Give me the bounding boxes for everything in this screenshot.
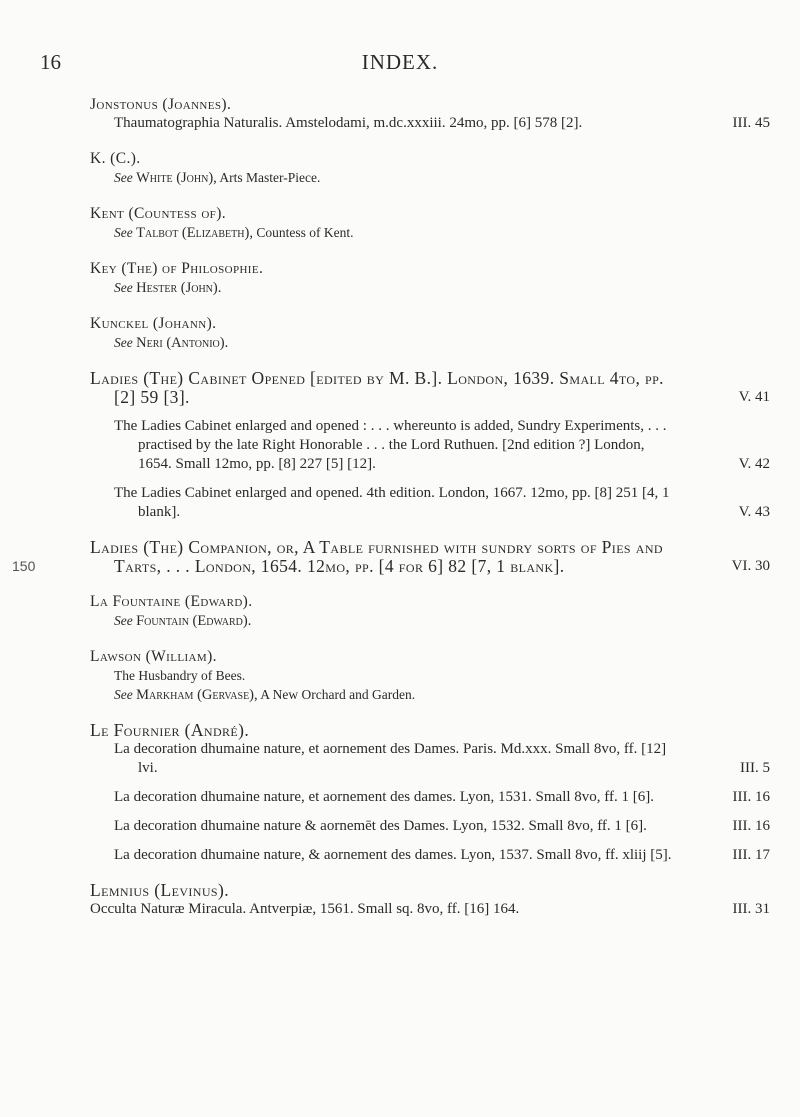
entry-heading: Ladies (The) Cabinet Opened [edited by M. B.]. London, 1639. Small 4to, pp. [2] 59 [3]. [90, 368, 664, 407]
see-reference [114, 611, 750, 631]
see-reference [114, 333, 750, 353]
entry-heading: Lemnius (Levinus). [90, 880, 229, 900]
item-reference: III. 31 [732, 901, 770, 917]
see-reference [114, 223, 750, 243]
index-entry [90, 95, 770, 133]
item-reference: III. 17 [732, 847, 770, 863]
see-rest: Countess of Kent. [252, 225, 354, 240]
item-reference: III. 16 [732, 818, 770, 834]
see-reference [114, 278, 750, 298]
see-name: Neri (Antonio). [136, 335, 229, 351]
item-text: The Ladies Cabinet enlarged and opened. 4th edition. London, 1667. 12mo, pp. [8] 251 [4, 1 blank]. [114, 485, 670, 520]
see-word: See [114, 335, 133, 350]
entry-heading: Kunckel (Johann). [90, 315, 217, 332]
margin-number: 150 [12, 558, 36, 574]
index-entry [90, 314, 750, 353]
entry-item [114, 114, 770, 133]
entry-subtitle: The Husbandry of Bees. [114, 668, 246, 683]
item-text: La decoration dhumaine nature, et aornement des Dames. Paris. Md.xxx. Small 8vo, ff. [12] lvi. [114, 741, 667, 776]
see-word: See [114, 225, 133, 240]
entry-item [114, 417, 770, 474]
index-entry [90, 592, 750, 631]
entry-heading-item [12, 537, 770, 576]
entry-item [114, 740, 770, 778]
see-word: See [114, 687, 133, 702]
see-name: White (John), [136, 170, 217, 186]
page-number: 16 [40, 50, 61, 74]
item-reference: V. 42 [738, 456, 770, 472]
item-reference: V. 41 [738, 389, 770, 405]
index-entry [90, 720, 770, 865]
index-entry [12, 537, 770, 576]
item-text: La decoration dhumaine nature, et aornement des dames. Lyon, 1531. Small 8vo, ff. 1 [6]. [114, 789, 654, 805]
see-reference [114, 685, 750, 705]
page-header [0, 50, 800, 80]
item-text: The Ladies Cabinet enlarged and opened : . . . whereunto is added, Sundry Experiments, . . . practised by the late Right Honorable . . . the Lord Ruthuen. [2nd edition ?] London, 1654. Small 12mo, pp. [8] 227 [5] [12]. [114, 418, 667, 472]
see-name: Talbot (Elizabeth), [136, 225, 253, 241]
item-reference: III. 5 [740, 760, 770, 776]
item-text: Occulta Naturæ Miracula. Antverpiæ, 1561. Small sq. 8vo, ff. [16] 164. [90, 901, 520, 917]
index-entry [90, 149, 750, 188]
see-rest: Arts Master-Piece. [216, 170, 321, 185]
item-reference: III. 16 [732, 789, 770, 805]
entry-heading: K. (C.). [90, 150, 141, 167]
index-entry [90, 204, 750, 243]
entry-heading-item [90, 368, 770, 407]
entry-heading: La Fountaine (Edward). [90, 593, 253, 610]
index-entry [90, 880, 770, 919]
see-word: See [114, 170, 133, 185]
entry-heading: Key (The) of Philosophie. [90, 260, 264, 277]
entry-item [90, 900, 770, 919]
item-reference: V. 43 [738, 504, 770, 520]
see-reference [114, 168, 750, 188]
entry-heading: Kent (Countess of). [90, 205, 227, 222]
see-rest: A New Orchard and Garden. [257, 687, 416, 702]
index-entry [90, 647, 750, 705]
item-reference: III. 45 [732, 115, 770, 131]
see-name: Fountain (Edward). [136, 613, 252, 629]
see-name: Hester (John). [136, 280, 222, 296]
entry-heading: Ladies (The) Companion, or, A Table furnished with sundry sorts of Pies and Tarts, . . . London, 1654. 12mo, pp. [4 for 6] 82 [7, 1 blank]. [90, 537, 663, 576]
entry-item [114, 788, 770, 807]
entry-item [114, 484, 770, 522]
item-reference: VI. 30 [731, 558, 770, 574]
item-text: La decoration dhumaine nature & aornemēt des Dames. Lyon, 1532. Small 8vo, ff. 1 [6]. [114, 818, 647, 834]
index-entry [90, 259, 750, 298]
see-word: See [114, 280, 133, 295]
index-content [12, 95, 770, 935]
see-name: Markham (Gervase), [136, 687, 258, 703]
entry-heading: Le Fournier (André). [90, 720, 250, 740]
entry-heading: Jonstonus (Joannes). [90, 96, 232, 113]
item-text: Thaumatographia Naturalis. Amstelodami, m.dc.xxxiii. 24mo, pp. [6] 578 [2]. [114, 115, 583, 131]
entry-item [114, 817, 770, 836]
item-text: La decoration dhumaine nature, & aornement des dames. Lyon, 1537. Small 8vo, ff. xliij [5]. [114, 847, 672, 863]
entry-heading: Lawson (William). [90, 648, 217, 665]
entry-item [114, 846, 770, 865]
see-word: See [114, 613, 133, 628]
page-title: INDEX. [361, 50, 439, 74]
index-entry [90, 368, 770, 522]
